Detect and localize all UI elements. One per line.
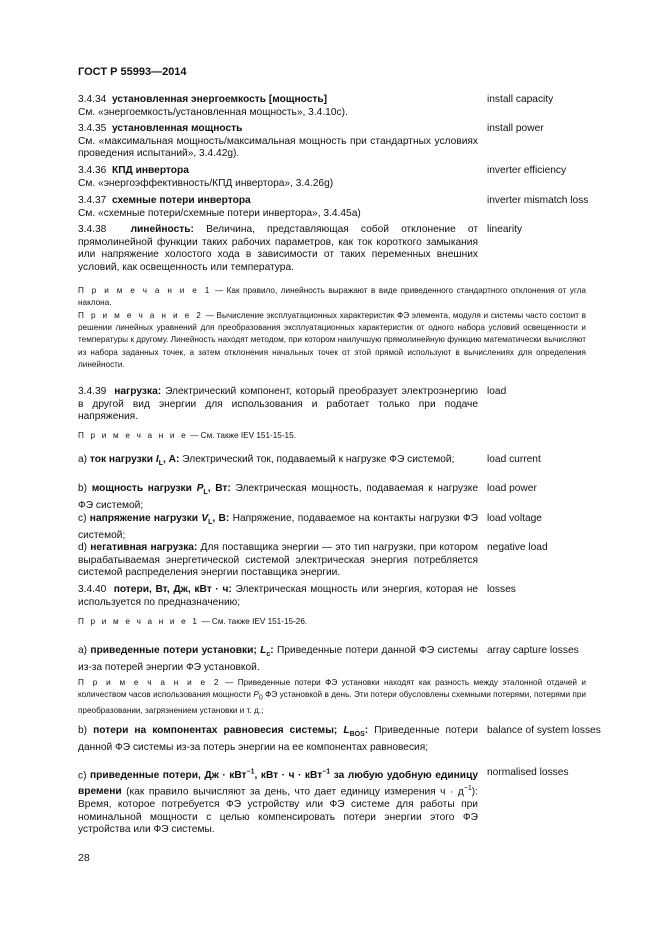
term-number: 3.4.37: [78, 195, 107, 206]
item-term: мощность нагрузки: [91, 483, 192, 494]
term-english: load power: [487, 483, 537, 494]
note-text: — См. также IEV 151-15-26.: [199, 617, 308, 626]
term-english: losses: [487, 584, 516, 595]
term-3-4-38: [78, 224, 478, 274]
term-3-4-36: [78, 165, 478, 190]
term-title: потери, Вт, Дж, кВт · ч:: [113, 584, 232, 595]
term-3-4-34: [78, 94, 478, 119]
term-english: normalised losses: [487, 767, 569, 778]
term-3-4-37: [78, 195, 478, 220]
term-number: 3.4.39: [78, 386, 107, 397]
term-english: array capture losses: [487, 645, 579, 656]
item-prefix: b): [78, 725, 88, 736]
note-linearity-1: [78, 285, 586, 309]
item-sup: −1: [246, 769, 255, 776]
item-term-cont: , кВт · ч · кВт: [254, 770, 323, 782]
note-label: П р и м е ч а н и е 2: [78, 311, 203, 320]
term-number: 3.4.34: [78, 94, 107, 105]
term-title: нагрузка:: [114, 386, 162, 397]
note-text: — Как правило, линейность выражают в виде приведенного стандартного отклонения от угла наклона.: [78, 286, 586, 308]
item-term: негативная нагрузка:: [90, 542, 198, 553]
document-header: ГОСТ Р 55993—2014: [78, 66, 187, 78]
item-symbol: P: [196, 483, 204, 494]
item-symbol: L: [260, 645, 267, 656]
item-term-end: за любую удобную единицу времени: [78, 770, 479, 798]
term-number: 3.4.35: [78, 123, 107, 134]
term-3-4-39: [78, 386, 478, 424]
note-losses-1: [78, 616, 586, 628]
item-symbol: L: [343, 725, 350, 736]
term-3-4-40: [78, 584, 478, 609]
term-definition: Величина, представляющая собой отклонение от прямолинейной функции таких рабочих параметров, как ток короткого замыкания или напряжение холостого хода в зависимости от таких переменных внешних условий, как освещенность или температура.: [78, 224, 478, 273]
term-reference: См. «энергоемкость/установленная мощность», 3.4.10с).: [78, 106, 348, 118]
item-symbol-sub: L: [158, 460, 163, 468]
term-title: линейность:: [130, 224, 194, 235]
term-3-4-35: [78, 123, 478, 161]
term-english: install capacity: [487, 94, 554, 105]
note-label: П р и м е ч а н и е 1: [78, 617, 200, 626]
term-english: load voltage: [487, 513, 542, 524]
term-definition: Электрическая мощность или энергия, которая не используется по предназначению;: [78, 584, 478, 608]
loss-item-c: [78, 767, 478, 837]
note-text: — Вычисление эксплуатационных характеристик ФЭ элемента, модуля и системы часто состоит в решении линейных уравнений для преобразования эксплуатационных характеристик от одного набора условий освещенности и температуры к другому. Линейность находят методом, при котором наилучшую прямолинейную функцию математически вычисляют из набора заданных точек, а затем отклонения начальных точек от этой прямой используют в вычислениях для определения линейности.: [78, 311, 586, 369]
term-english: linearity: [487, 224, 523, 235]
item-unit: , В:: [212, 513, 230, 524]
term-title: установленная мощность: [112, 123, 243, 134]
item-prefix: b): [78, 483, 88, 494]
note-losses-2: [78, 677, 586, 717]
term-english: balance of system losses: [487, 725, 601, 736]
item-unit: :: [270, 645, 274, 656]
item-prefix: a): [78, 454, 88, 465]
item-term: приведенные потери, Дж · кВт: [90, 770, 247, 782]
loss-item-a: [78, 645, 478, 674]
note-text: — Приведенные потери ФЭ установки находят как разность между эталонной отдачей и количеством часов использования мощности: [78, 678, 586, 700]
item-symbol-sub: BOS: [349, 731, 365, 739]
load-item-a: [78, 454, 478, 471]
item-sup: −1: [463, 784, 472, 792]
term-english: inverter mismatch loss: [487, 195, 589, 206]
loss-item-b: [78, 725, 478, 754]
note-load: [78, 430, 586, 442]
term-title: установленная энергоемкость [мощность]: [112, 94, 328, 105]
item-unit: , Вт:: [207, 483, 231, 494]
note-label: П р и м е ч а н и е 1: [78, 286, 212, 295]
item-definition: Напряжение, подаваемое на контакты нагрузки ФЭ системой;: [78, 513, 478, 541]
item-definition: Приведенные потери данной ФЭ системы из-за потерь энергии на ее компонентах равновесия;: [78, 725, 479, 753]
page-number: 28: [78, 852, 90, 864]
note-text: — См. также IEV 151-15-15.: [187, 431, 296, 440]
term-english: install power: [487, 123, 544, 134]
item-definition: (как правило вычисляют за день, что дает единицу измерения ч · д: [121, 786, 464, 798]
item-definition: Электрический ток, подаваемый к нагрузке ФЭ системой;: [182, 454, 455, 465]
note-label: П р и м е ч а н и е 2: [78, 678, 221, 687]
item-symbol-sub: c: [266, 651, 271, 659]
item-definition: Приведенные потери данной ФЭ системы из-за потерей энергии ФЭ установкой.: [78, 645, 478, 673]
item-prefix: с): [78, 513, 87, 524]
note-symbol: P: [253, 690, 259, 700]
note-symbol-sub: 0: [258, 694, 263, 702]
load-item-b: [78, 483, 478, 512]
term-title: КПД инвертора: [112, 165, 189, 176]
item-prefix: a): [78, 645, 88, 656]
item-term: потери на компонентах равновесия системы;: [93, 725, 338, 736]
item-term: ток нагрузки: [89, 454, 154, 465]
item-symbol-sub: L: [208, 519, 213, 527]
load-item-d: [78, 542, 478, 580]
item-symbol: V: [201, 513, 209, 524]
term-title: схемные потери инвертора: [112, 195, 251, 206]
term-definition: Электрический компонент, который преобразует электроэнергию в другой вид энергии для использования и работает только при подаче напряжения.: [78, 386, 478, 423]
item-definition: Для поставщика энергии — это тип нагрузки, при котором вырабатываемая энергетической системой электрическая энергия потребляется системой распределения энергии поставщика энергии.: [78, 542, 478, 579]
item-prefix: d): [78, 542, 88, 553]
note-label: П р и м е ч а н и е: [78, 431, 188, 440]
term-reference: См. «энергоэффективность/КПД инвертора», 3.4.26g): [78, 177, 334, 189]
item-definition-end: ): Время, которое потребуется ФЭ устройству или ФЭ системе для работы при номинальной мощности с целью компенсировать потери энергии этого ФЭ устройства или ФЭ системы.: [78, 786, 478, 836]
item-term: приведенные потери установки;: [90, 645, 257, 656]
item-prefix: с): [78, 770, 87, 782]
term-reference: См. «максимальная мощность/максимальная мощность при стандартных условиях проведения испытаний», 3.4.42g).: [78, 135, 478, 160]
load-item-c: [78, 513, 478, 542]
item-term: напряжение нагрузки: [89, 513, 199, 524]
item-unit: :: [364, 725, 369, 736]
term-reference: См. «схемные потери/схемные потери инвертора», 3.4.45а): [78, 207, 361, 219]
item-sup: −1: [322, 769, 331, 776]
item-symbol: I: [155, 454, 159, 465]
term-english: load current: [487, 454, 541, 465]
item-unit: , А:: [163, 454, 180, 465]
item-symbol-sub: L: [203, 489, 208, 497]
note-text-end: ФЭ установкой в день. Эти потери обусловлены схемными потерями, потерями при преобразовании, загрязнением установки и т. д.;: [78, 690, 586, 716]
item-definition: Электрическая мощность, подаваемая к нагрузке ФЭ системой;: [78, 483, 478, 511]
term-english: negative load: [487, 542, 548, 553]
term-number: 3.4.36: [78, 165, 107, 176]
note-linearity-2: [78, 310, 586, 371]
term-number: 3.4.38: [78, 224, 107, 235]
term-english: inverter efficiency: [487, 165, 567, 176]
term-number: 3.4.40: [78, 584, 107, 595]
term-english: load: [487, 386, 507, 397]
